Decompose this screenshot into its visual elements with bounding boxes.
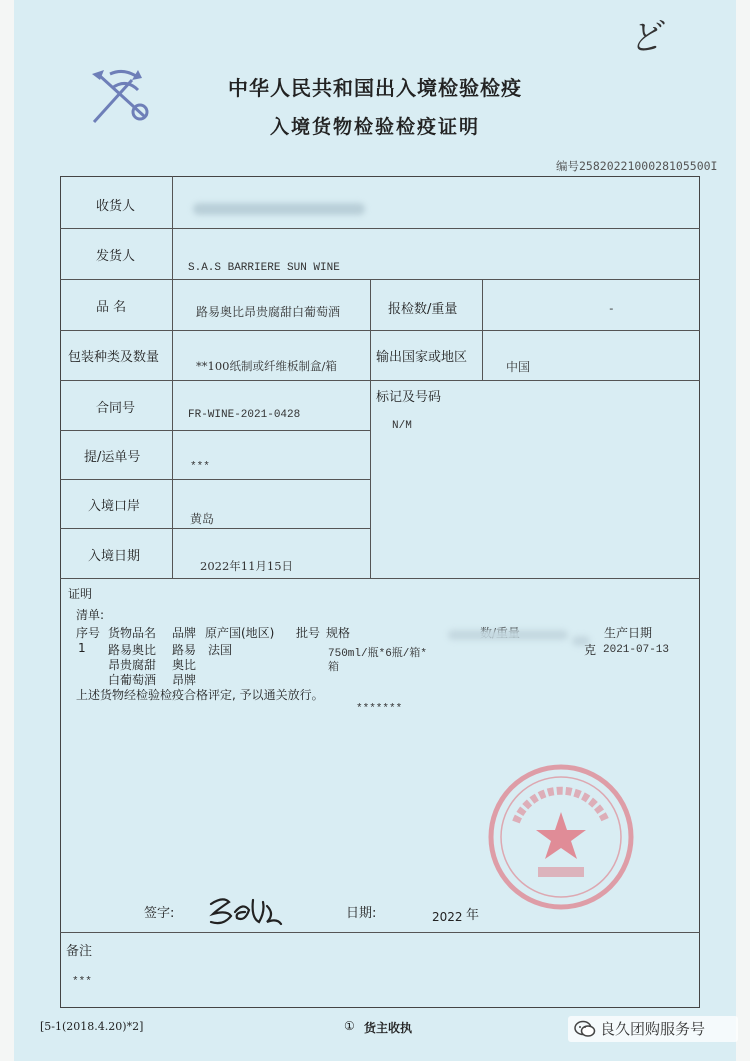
row-divider (60, 479, 370, 480)
document-title: 中华人民共和国出入境检验检疫 (228, 76, 522, 100)
row-brand-line-1: 路易 (172, 643, 197, 657)
col-origin: 原产国(地区) (205, 626, 275, 640)
certificate-statement: 上述货物经检验检疫合格评定, 予以通关放行。 (76, 688, 324, 702)
col-divider (482, 279, 483, 380)
product-name-label: 品 名 (96, 300, 127, 315)
watermark-text: 良久团购服务号 (600, 1020, 706, 1038)
contract-no-label: 合同号 (96, 401, 136, 416)
marks-value: N/M (392, 420, 412, 432)
col-divider (172, 176, 173, 578)
remarks-value: *** (72, 976, 92, 988)
col-spec: 规格 (326, 626, 351, 640)
serial-number (556, 158, 717, 174)
quantity-redacted (448, 630, 568, 640)
row-divider (60, 228, 700, 229)
row-brand-line-2: 奥比 (172, 658, 197, 672)
wechat-icon (574, 1020, 596, 1038)
signature-year: 2022 (432, 910, 463, 924)
copy-label: 货主收执 (364, 1021, 413, 1035)
row-divider (60, 380, 700, 381)
signature-label: 签字: (144, 906, 175, 921)
row-divider (60, 528, 370, 529)
declared-quantity-label: 报检数/重量 (388, 302, 458, 317)
row-divider (60, 430, 370, 431)
row-seq: 1 (78, 641, 86, 655)
row-product-line-1: 路易奥比 (108, 643, 157, 657)
export-country-value: 中国 (506, 360, 531, 374)
row-divider (60, 578, 700, 579)
remarks-label: 备注 (66, 944, 93, 959)
row-production-date: 2021-07-13 (603, 644, 670, 656)
handwritten-note: ど (625, 15, 666, 61)
copy-marker: ① (344, 1019, 355, 1033)
product-name-value: 路易奥比昂贵腐甜白葡萄酒 (196, 305, 341, 319)
consignor-label: 发货人 (96, 249, 136, 264)
port-of-entry-label: 入境口岸 (88, 499, 141, 514)
row-spec-line-1: 750ml/瓶*6瓶/箱* (328, 648, 428, 660)
row-product-line-2: 昂贵腐甜 (108, 658, 157, 672)
marks-label: 标记及号码 (376, 390, 442, 405)
handwritten-signature (205, 892, 285, 934)
certificate-heading: 证明 (68, 587, 93, 601)
statement-stars: ******* (356, 703, 403, 715)
col-production-date: 生产日期 (604, 626, 653, 640)
col-brand: 品牌 (172, 626, 197, 640)
bill-of-lading-value: *** (190, 461, 210, 473)
col-divider (370, 279, 371, 578)
packaging-label: 包装种类及数量 (68, 350, 160, 365)
row-quantity-unit: 克 (584, 643, 597, 657)
consignee-value-redacted (193, 203, 365, 215)
col-seq: 序号 (76, 626, 101, 640)
signature-year-unit: 年 (466, 908, 480, 923)
row-divider (60, 932, 700, 933)
export-country-label: 输出国家或地区 (376, 350, 468, 365)
entry-date-value: 2022年11月15日 (200, 559, 294, 573)
list-title: 清单: (76, 608, 105, 622)
contract-no-value: FR-WINE-2021-0428 (188, 409, 301, 421)
col-product: 货物品名 (108, 626, 157, 640)
date-label: 日期: (346, 906, 377, 921)
document-subtitle: 入境货物检验检疫证明 (269, 116, 480, 138)
bill-of-lading-label: 提/运单号 (84, 450, 141, 465)
official-seal-stamp (486, 762, 636, 912)
consignor-value: S.A.S BARRIERE SUN WINE (188, 262, 340, 274)
port-of-entry-value: 黄岛 (190, 512, 215, 526)
consignee-label: 收货人 (96, 199, 136, 214)
row-divider (60, 330, 700, 331)
row-origin: 法国 (208, 643, 233, 657)
form-code: [5-1(2018.4.20)*2] (40, 1020, 144, 1033)
row-divider (60, 279, 700, 280)
declared-quantity-value: - (608, 304, 615, 316)
row-spec-line-2: 箱 (328, 662, 339, 674)
row-product-line-3: 白葡萄酒 (108, 673, 157, 687)
serial-label: 编号 (556, 159, 579, 173)
row-brand-line-3: 昂牌 (172, 673, 197, 687)
packaging-value: **100纸制或纤维板制盒/箱 (196, 359, 337, 373)
serial-value: 2582022100028105500I (579, 159, 718, 173)
entry-date-label: 入境日期 (88, 549, 141, 564)
col-batch: 批号 (296, 626, 321, 640)
